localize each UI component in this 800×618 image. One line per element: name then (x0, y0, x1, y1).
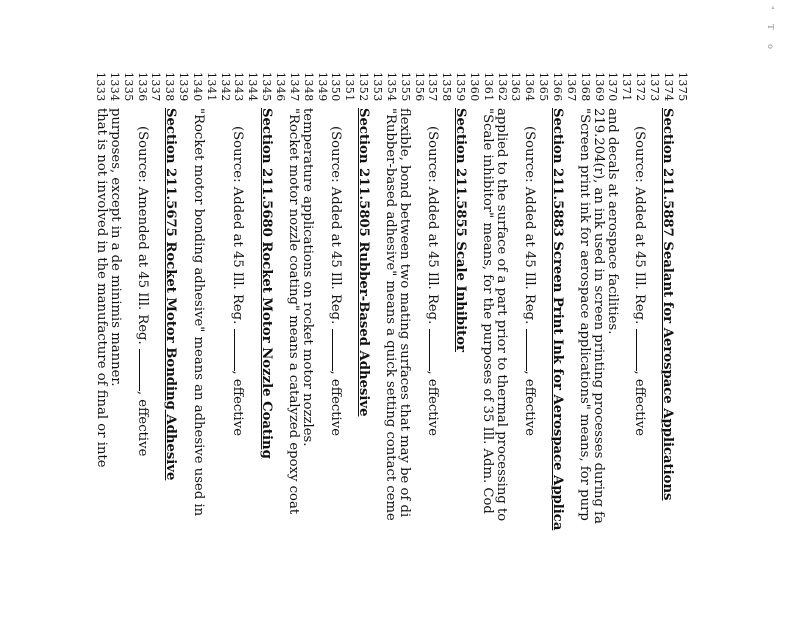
blank-underline (429, 329, 440, 371)
source-citation: (Source: Added at 45 Ill. Reg. (632, 126, 647, 325)
line-number: 1342 (218, 72, 232, 102)
line-number: 1355 (398, 72, 412, 102)
source-citation: (Source: Added at 45 Ill. Reg. (522, 126, 537, 325)
line-number: 1362 (495, 72, 509, 102)
line-number: 1357 (426, 72, 440, 102)
line-number: 1338 (163, 72, 177, 102)
section-heading-211-5805: Section 211.5805 Rubber-Based Adhesive (356, 108, 371, 417)
line-number: 1365 (537, 72, 551, 102)
text-line-1367: "Screen print ink for aerospace applications" means, for purp (577, 108, 592, 521)
section-heading-211-5680: Section 211.5680 Rocket Motor Nozzle Coating (259, 108, 274, 459)
line-number: 1340 (190, 72, 204, 102)
line-number: 1374 (661, 72, 675, 102)
effective-label: , effective (230, 370, 245, 437)
line-number: 1335 (121, 72, 135, 102)
effective-label: , effective (425, 370, 440, 437)
source-citation: (Source: Added at 45 Ill. Reg. (328, 126, 343, 325)
source-line-1363 (523, 126, 537, 436)
line-number: 1341 (204, 72, 218, 102)
line-number: 1334 (107, 72, 121, 102)
line-number: 1367 (564, 72, 578, 102)
source-line-1336 (136, 126, 150, 456)
line-number: 1349 (315, 72, 329, 102)
section-heading-211-5855: Section 211.5855 Scale Inhibitor (453, 108, 468, 352)
line-number: 1358 (440, 72, 454, 102)
text-line-1334: purposes, except in a de minimis manner. (108, 108, 123, 387)
section-heading-211-5675: Section 211.5675 Rocket Motor Bonding Adhesive (163, 108, 178, 481)
line-number: 1368 (578, 72, 592, 102)
text-line-1346: "Rocket motor nozzle coating" means a catalyzed epoxy coat (286, 108, 301, 515)
text-line-1360: "Scale inhibitor" means, for the purposes of 35 Ill. Adm. Cod (480, 108, 495, 514)
line-number: 1369 (592, 72, 606, 102)
text-line-1369: and decals at aerospace facilities. (605, 108, 620, 335)
line-number: 1345 (260, 72, 274, 102)
line-number: 1360 (467, 72, 481, 102)
source-line-1371 (633, 126, 647, 436)
blank-underline (139, 349, 150, 391)
line-number: 1359 (454, 72, 468, 102)
section-heading-211-5883: Section 211.5883 Screen Print Ink for Aerospace Applica (550, 108, 565, 531)
line-number: 1333 (94, 72, 107, 102)
line-number: 1372 (634, 72, 648, 102)
line-number: 1352 (357, 72, 371, 102)
blank-underline (234, 329, 245, 371)
line-number: 1337 (149, 72, 163, 102)
blank-underline (332, 329, 343, 371)
text-line-1368: 219.204(r), an ink used in screen printing processes during fa (591, 108, 606, 524)
line-number: 1353 (371, 72, 384, 102)
line-number: 1339 (177, 72, 191, 102)
effective-label: , effective (328, 370, 343, 437)
line-number: 1347 (287, 72, 301, 102)
source-citation: (Source: Added at 45 Ill. Reg. (230, 126, 245, 325)
line-number: 1350 (329, 72, 343, 102)
line-number: 1356 (412, 72, 426, 102)
line-number: 1346 (274, 72, 288, 102)
line-number: 1336 (135, 72, 149, 102)
source-citation: (Source: Amended at 45 Ill. Reg. (135, 126, 150, 345)
line-number: 1371 (620, 72, 634, 102)
text-line-1340: "Rocket motor bonding adhesive" means an adhesive used in (191, 108, 206, 517)
text-line-1347: temperature applications on rocket motor nozzles. (300, 108, 315, 447)
line-number: 1373 (648, 72, 661, 102)
source-line-1349 (329, 126, 343, 436)
line-number: 1364 (523, 72, 537, 102)
source-line-1356 (426, 126, 440, 436)
text-line-1353: "Rubber-based adhesive" means a quick setting contact ceme (383, 108, 398, 521)
line-number: 1343 (232, 72, 246, 102)
line-number: 1370 (606, 72, 620, 102)
line-number: 1363 (509, 72, 523, 102)
source-line-1342 (231, 126, 245, 436)
line-number: 1354 (384, 72, 398, 102)
text-line-1361: applied to the surface of a part prior to thermal processing to (494, 108, 509, 522)
blank-underline (636, 329, 647, 371)
text-line-1354: flexible, bond between two mating surfaces that may be of di (397, 108, 412, 518)
source-citation: (Source: Added at 45 Ill. Reg. (425, 126, 440, 325)
effective-label: , effective (135, 390, 150, 457)
text-line-1333: that is not involved in the manufacture of final or inte (94, 108, 109, 468)
line-number: 1366 (551, 72, 565, 102)
line-number: 1344 (246, 72, 260, 102)
line-number: 1375 (675, 72, 689, 102)
section-heading-211-5887: Section 211.5887 Sealant for Aerospace Applications (660, 108, 675, 501)
effective-label: , effective (632, 370, 647, 437)
scan-corner-marks: " T o (766, 6, 775, 55)
effective-label: , effective (522, 370, 537, 437)
line-number: 1348 (301, 72, 315, 102)
line-number: 1361 (481, 72, 495, 102)
line-number: 1351 (343, 72, 357, 102)
blank-underline (526, 329, 537, 371)
